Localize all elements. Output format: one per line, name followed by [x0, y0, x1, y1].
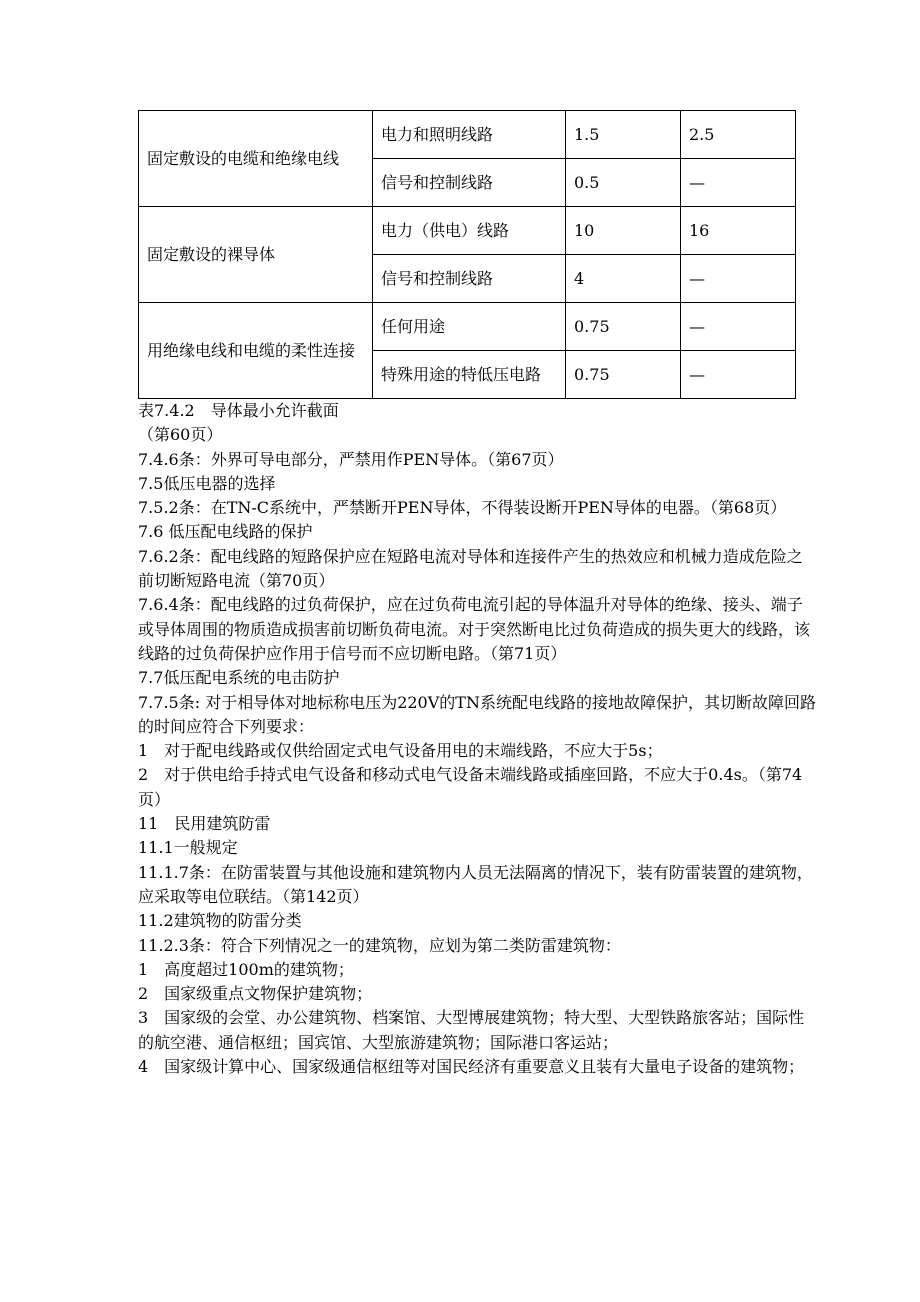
section-heading-7-6: 7.6 低压配电线路的保护: [138, 522, 313, 542]
category-cell: 固定敷设的裸导体: [139, 207, 373, 303]
list-item: 2 对于供电给手持式电气设备和移动式电气设备末端线路或插座回路，不应大于0.4s。（第74页）: [138, 765, 803, 809]
list-item: 3 国家级的会堂、办公建筑物、档案馆、大型博展建筑物；特大型、大型铁路旅客站；国际性的航空港、通信枢纽；国宾馆、大型旅游建筑物；国际港口客运站；: [138, 1008, 805, 1052]
copper-cell: 0.75: [566, 303, 681, 351]
table-row: [139, 207, 796, 255]
clause-7-5-2: 7.5.2条：在TN-C系统中，严禁断开PEN导体，不得装设断开PEN导体的电器。（第68页）: [138, 498, 787, 518]
aluminum-cell: 2.5: [681, 111, 796, 159]
clause-7-4-6: 7.4.6条：外界可导电部分，严禁用作PEN导体。（第67页）: [138, 449, 564, 469]
clause-11-1-7: 11.1.7条：在防雷装置与其他设施和建筑物内人员无法隔离的情况下，装有防雷装置的建筑物，应采取等电位联结。（第142页）: [138, 862, 813, 906]
aluminum-cell: —: [681, 255, 796, 303]
section-heading-11-1: 11.1一般规定: [138, 838, 238, 858]
copper-cell: 4: [566, 255, 681, 303]
aluminum-cell: —: [681, 303, 796, 351]
copper-cell: 1.5: [566, 111, 681, 159]
body-text: [138, 399, 818, 1079]
clause-11-2-3: 11.2.3条：符合下列情况之一的建筑物，应划为第二类防雷建筑物：: [138, 935, 621, 955]
aluminum-cell: 16: [681, 207, 796, 255]
list-item: 1 对于配电线路或仅供给固定式电气设备用电的末端线路，不应大于5s；: [138, 741, 663, 761]
use-cell: 信号和控制线路: [373, 255, 566, 303]
min-conductor-section-table: [138, 110, 796, 399]
section-heading-7-5: 7.5低压电器的选择: [138, 473, 276, 493]
section-heading-11-2: 11.2建筑物的防雷分类: [138, 911, 302, 931]
copper-cell: 0.5: [566, 159, 681, 207]
use-cell: 信号和控制线路: [373, 159, 566, 207]
table-caption: 表7.4.2 导体最小允许截面: [138, 401, 339, 420]
category-cell: 固定敷设的电缆和绝缘电线: [139, 111, 373, 207]
clause-7-7-5: 7.7.5条: 对于相导体对地标称电压为220V的TN系统配电线路的接地故障保护，其切断故障回路的时间应符合下列要求：: [138, 692, 816, 736]
clause-7-6-4: 7.6.4条：配电线路的过负荷保护，应在过负荷电流引起的导体温升对导体的绝缘、接头、端子或导体周围的物质造成损害前切断负荷电流。对于突然断电比过负荷造成的损失更大的线路，该线路的过负荷保护应作用于信号而不应切断电路。（第71页）: [138, 595, 811, 663]
document-page: [138, 110, 816, 1079]
list-item: 4 国家级计算中心、国家级通信枢纽等对国民经济有重要意义且装有大量电子设备的建筑物；: [138, 1057, 805, 1077]
use-cell: 电力（供电）线路: [373, 207, 566, 255]
copper-cell: 10: [566, 207, 681, 255]
table-row: [139, 303, 796, 351]
list-item: 2 国家级重点文物保护建筑物；: [138, 984, 373, 1004]
category-cell: 用绝缘电线和电缆的柔性连接: [139, 303, 373, 399]
use-cell: 任何用途: [373, 303, 566, 351]
chapter-heading-11: 11 民用建筑防雷: [138, 814, 271, 834]
copper-cell: 0.75: [566, 351, 681, 399]
page-reference: （第60页）: [138, 425, 223, 445]
use-cell: 特殊用途的特低压电路: [373, 351, 566, 399]
list-item: 1 高度超过100m的建筑物；: [138, 959, 354, 979]
clause-7-6-2: 7.6.2条：配电线路的短路保护应在短路电流对导体和连接件产生的热效应和机械力造成危险之前切断短路电流（第70页）: [138, 546, 803, 591]
aluminum-cell: —: [681, 351, 796, 399]
section-heading-7-7: 7.7低压配电系统的电击防护: [138, 668, 340, 688]
aluminum-cell: —: [681, 159, 796, 207]
use-cell: 电力和照明线路: [373, 111, 566, 159]
table-row: [139, 111, 796, 159]
